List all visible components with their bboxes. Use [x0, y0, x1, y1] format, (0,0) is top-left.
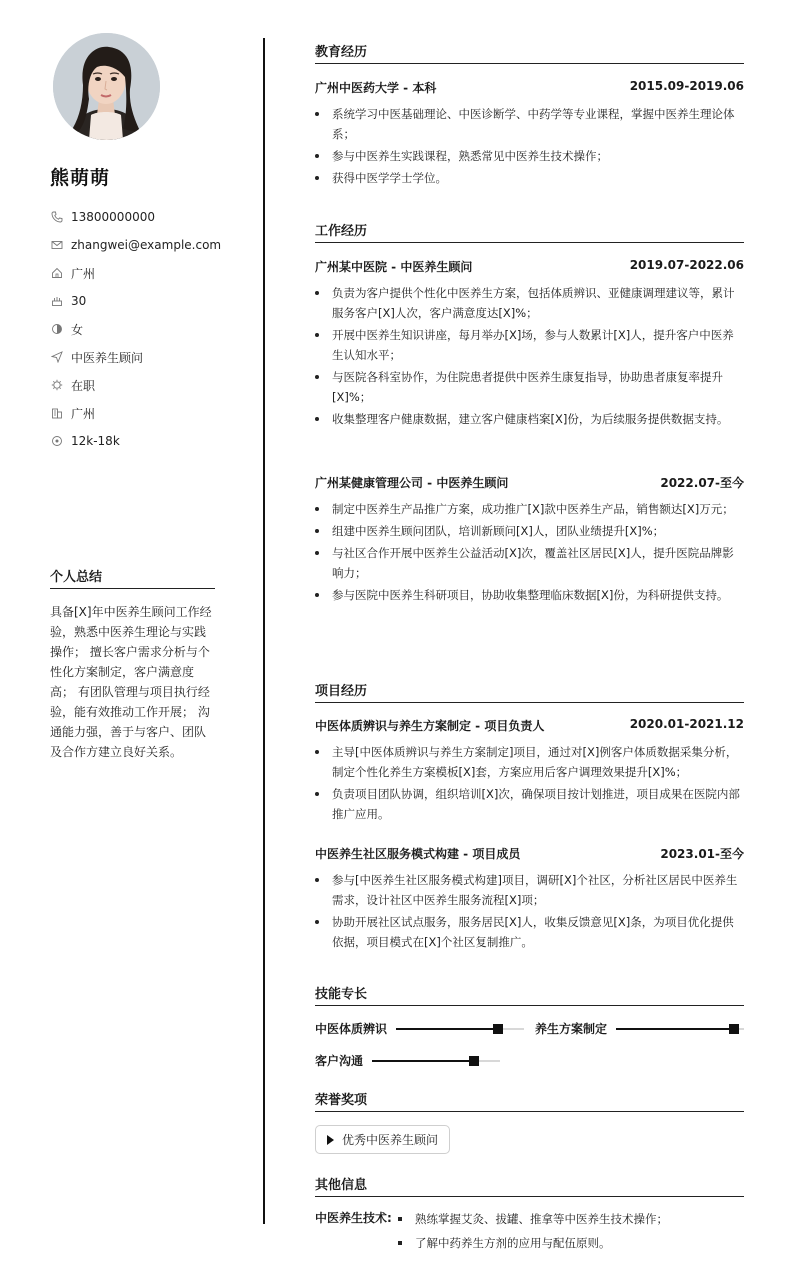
- work-bullets: [315, 499, 744, 607]
- sidebar: [0, 0, 264, 1262]
- work-heading: 工作经历: [315, 220, 744, 243]
- contact-info-list: [50, 203, 250, 455]
- education-date: 2015.09-2019.06: [629, 79, 744, 93]
- education-heading: 教育经历: [315, 41, 744, 64]
- summary-text: 具备[X]年中医养生顾问工作经验，熟悉中医养生理论与实践操作； 擅长客户需求分析与个性化方案制定，客户满意度高； 有团队管理与项目执行经验，能有效推动工作开展； 沟通能力强，善于与客户、团队及合作方建立良好关系。: [50, 605, 212, 759]
- mail-icon: [50, 238, 64, 252]
- info-phone: [50, 203, 250, 231]
- list-item: 参与[中医养生社区服务模式构建]项目，调研[X]个社区，分析社区居民中医养生需求，设计社区中医养生服务流程[X]项；: [315, 870, 744, 910]
- status-icon: [50, 378, 64, 392]
- info-gender-text: 女: [71, 322, 84, 337]
- phone-icon: [50, 210, 64, 224]
- honor-label: 优秀中医养生顾问: [342, 1133, 439, 1147]
- skill-bar: [396, 1028, 524, 1030]
- list-item: 了解中药养生方剂的应用与配伍原则。: [398, 1233, 668, 1253]
- info-gender: [50, 315, 250, 343]
- info-location: [50, 259, 250, 287]
- summary-heading: 个人总结: [50, 566, 215, 589]
- list-item: 负责项目团队协调，组织培训[X]次，确保项目按计划推进，项目成果在医院内部推广应用。: [315, 784, 744, 824]
- list-item: 与社区合作开展中医养生公益活动[X]次，覆盖社区居民[X]人，提升医院品牌影响力；: [315, 543, 744, 583]
- work-entry-date: 2022.07-至今: [660, 476, 744, 490]
- skill-item: [315, 1052, 500, 1069]
- gender-icon: [50, 322, 64, 336]
- info-email-text: zhangwei@example.com: [71, 238, 222, 252]
- info-age-text: 30: [71, 294, 87, 308]
- projects-heading: 项目经历: [315, 680, 744, 703]
- cake-icon: [50, 294, 64, 308]
- info-city: [50, 399, 250, 427]
- list-item: 熟练掌握艾灸、拔罐、推拿等中医养生技术操作；: [398, 1209, 668, 1229]
- work-entry-title: 广州某健康管理公司 - 中医养生顾问: [315, 476, 509, 490]
- project-entry-title: 中医养生社区服务模式构建 - 项目成员: [315, 847, 521, 861]
- work-entry-title: 广州某中医院 - 中医养生顾问: [315, 260, 473, 274]
- info-salary: [50, 427, 250, 455]
- other-list: [398, 1209, 668, 1257]
- list-item: 开展中医养生知识讲座，每月举办[X]场，参与人数累计[X]人，提升客户中医养生认知水平；: [315, 325, 744, 365]
- education-entry-head: [315, 79, 744, 96]
- skill-bar-fill: [616, 1028, 734, 1030]
- skill-item: [535, 1020, 744, 1037]
- project-entry-date: 2023.01-至今: [660, 847, 744, 861]
- project-entry-head: [315, 845, 744, 862]
- home-icon: [50, 266, 64, 280]
- work-bullets: [315, 283, 744, 431]
- list-item: 协助开展社区试点服务，服务居民[X]人，收集反馈意见[X]条，为项目优化提供依据，项目模式在[X]个社区复制推广。: [315, 912, 744, 952]
- info-position-text: 中医养生顾问: [71, 350, 144, 365]
- play-triangle-icon: [327, 1135, 334, 1145]
- send-icon: [50, 350, 64, 364]
- skill-name: 客户沟通: [315, 1054, 364, 1068]
- project-entry-date: 2020.01-2021.12: [629, 717, 744, 731]
- building-icon: [50, 406, 64, 420]
- work-entry-head: [315, 474, 744, 491]
- skills-heading: 技能专长: [315, 983, 744, 1006]
- info-position: [50, 343, 250, 371]
- education-bullets: [315, 104, 744, 190]
- list-item: 参与医院中医养生科研项目，协助收集整理临床数据[X]份，为科研提供支持。: [315, 585, 744, 605]
- skill-bar: [616, 1028, 744, 1030]
- skill-name: 中医体质辨识: [315, 1022, 388, 1036]
- info-location-text: 广州: [71, 266, 96, 281]
- list-item: 制定中医养生产品推广方案，成功推广[X]款中医养生产品，销售额达[X]万元；: [315, 499, 744, 519]
- skill-bar-knob: [729, 1024, 739, 1034]
- info-status: [50, 371, 250, 399]
- skill-bar-fill: [372, 1060, 474, 1062]
- info-phone-text: 13800000000: [71, 210, 155, 224]
- other-heading: 其他信息: [315, 1174, 744, 1197]
- list-item: 收集整理客户健康数据，建立客户健康档案[X]份，为后续服务提供数据支持。: [315, 409, 744, 429]
- skill-bar-fill: [396, 1028, 498, 1030]
- honors-heading: 荣誉奖项: [315, 1089, 744, 1112]
- column-divider: [263, 38, 265, 1224]
- list-item: 组建中医养生顾问团队，培训新顾问[X]人，团队业绩提升[X]%；: [315, 521, 744, 541]
- skill-item: [315, 1020, 524, 1037]
- info-salary-text: 12k-18k: [71, 434, 120, 448]
- list-item: 与医院各科室协作，为住院患者提供中医养生康复指导，协助患者康复率提升[X]%；: [315, 367, 744, 407]
- candidate-name: 熊萌萌: [50, 167, 111, 189]
- list-item: 获得中医学学士学位。: [315, 168, 744, 188]
- project-entry-head: [315, 717, 744, 734]
- honor-tag: [315, 1125, 450, 1154]
- avatar-portrait: [53, 33, 160, 140]
- salary-icon: [50, 434, 64, 448]
- work-entry-date: 2019.07-2022.06: [629, 258, 744, 272]
- list-item: 负责为客户提供个性化中医养生方案，包括体质辨识、亚健康调理建议等，累计服务客户[X]人次，客户满意度达[X]%；: [315, 283, 744, 323]
- project-entry-title: 中医体质辨识与养生方案制定 - 项目负责人: [315, 719, 545, 733]
- info-status-text: 在职: [71, 378, 96, 393]
- project-bullets: [315, 742, 744, 826]
- work-entry-head: [315, 258, 744, 275]
- project-bullets: [315, 870, 744, 954]
- skill-bar-knob: [493, 1024, 503, 1034]
- other-label: 中医养生技术:: [315, 1211, 392, 1225]
- info-email: [50, 231, 250, 259]
- skill-name: 养生方案制定: [535, 1022, 608, 1036]
- info-age: [50, 287, 250, 315]
- education-school: 广州中医药大学 - 本科: [315, 81, 437, 95]
- info-city-text: 广州: [71, 406, 96, 421]
- list-item: 主导[中医体质辨识与养生方案制定]项目，通过对[X]例客户体质数据采集分析，制定个性化养生方案模板[X]套，方案应用后客户调理效果提升[X]%；: [315, 742, 744, 782]
- list-item: 系统学习中医基础理论、中医诊断学、中药学等专业课程，掌握中医养生理论体系；: [315, 104, 744, 144]
- skill-bar: [372, 1060, 500, 1062]
- avatar: [53, 33, 160, 140]
- skill-bar-knob: [469, 1056, 479, 1066]
- list-item: 参与中医养生实践课程，熟悉常见中医养生技术操作；: [315, 146, 744, 166]
